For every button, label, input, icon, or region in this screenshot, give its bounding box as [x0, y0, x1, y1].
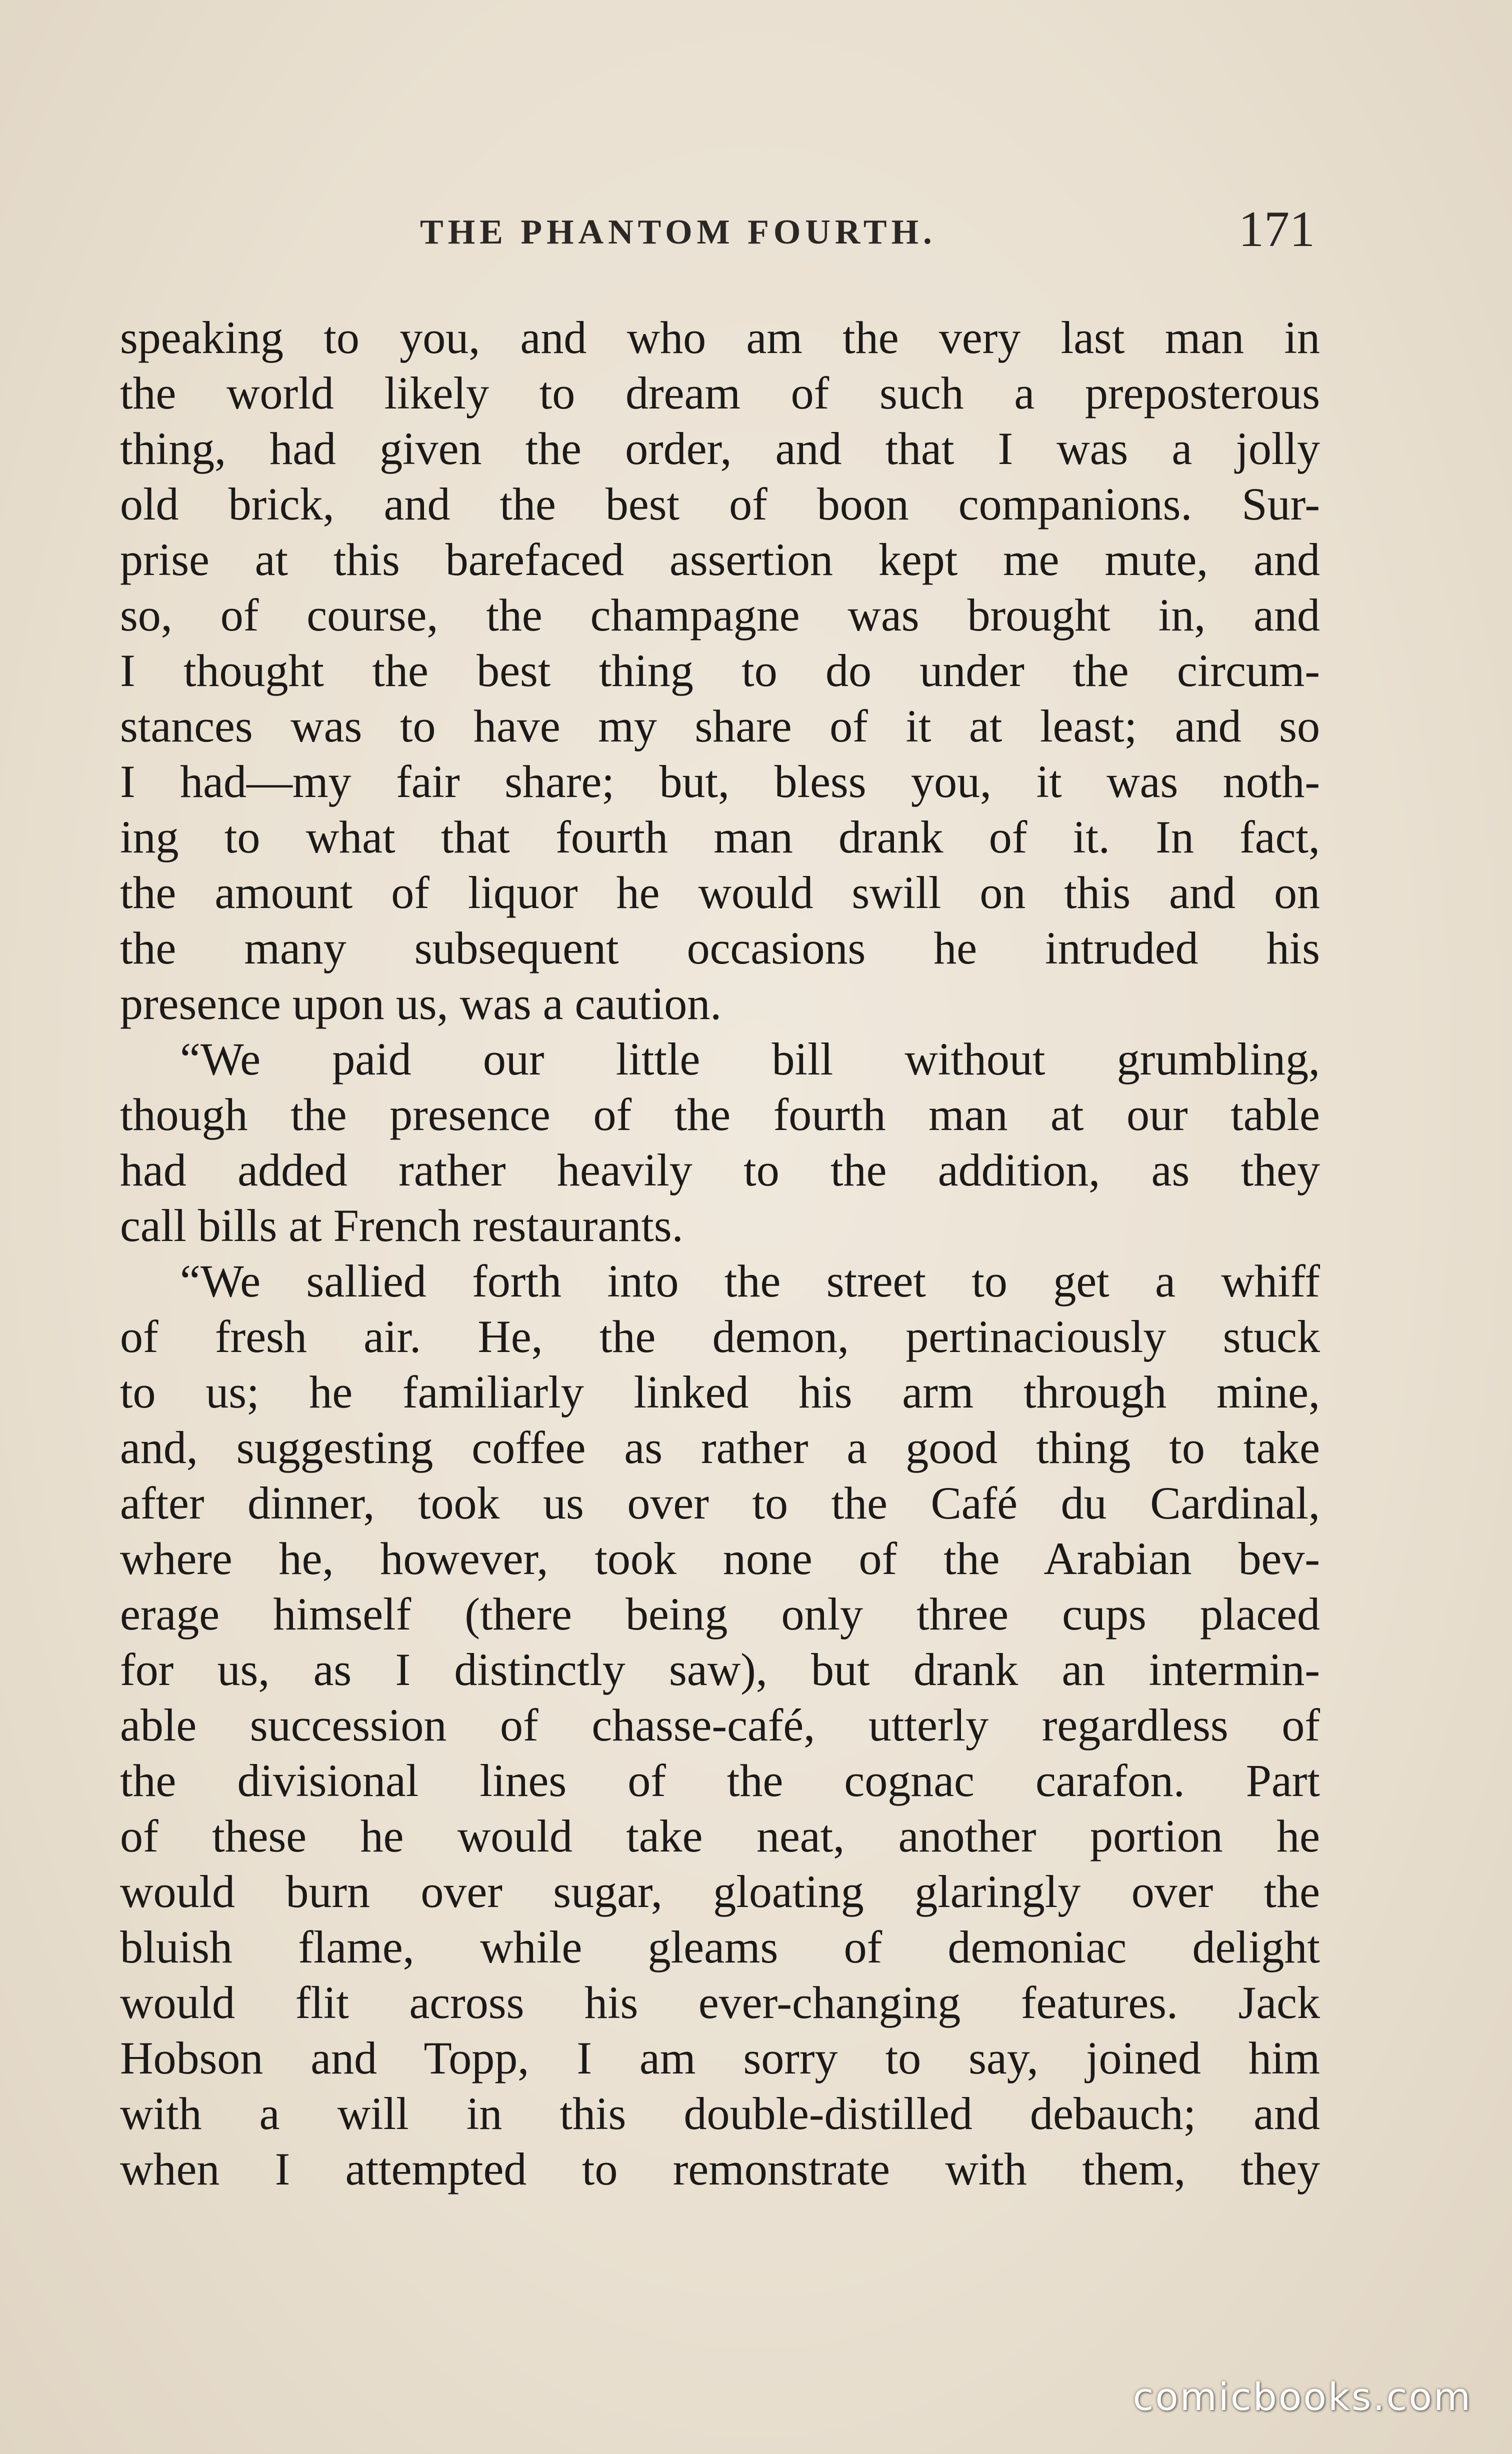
text-line: the amount of liquor he would swill on this and on	[120, 867, 1320, 918]
body-text	[120, 310, 1320, 2197]
text-line: able succession of chasse-café, utterly regardless of	[120, 1700, 1320, 1750]
text-line: would flit across his ever-changing features. Jack	[120, 1977, 1320, 2028]
text-line: presence upon us, was a caution.	[120, 978, 722, 1029]
text-line: the world likely to dream of such a preposterous	[120, 368, 1320, 418]
text-line: thing, had given the order, and that I was a jolly	[120, 423, 1320, 474]
text-line: the divisional lines of the cognac carafon. Part	[120, 1755, 1320, 1806]
text-line: old brick, and the best of boon companions. Sur-	[120, 478, 1320, 530]
text-line: where he, however, took none of the Arabian bev-	[120, 1533, 1320, 1584]
text-line: when I attempted to remonstrate with them, they	[120, 2144, 1320, 2194]
text-line: for us, as I distinctly saw), but drank an intermin-	[120, 1644, 1320, 1695]
text-line: erage himself (there being only three cups placed	[120, 1588, 1320, 1640]
text-line: the many subsequent occasions he intruded his	[120, 922, 1320, 974]
text-line: I had—my fair share; but, bless you, it was noth-	[120, 756, 1320, 807]
text-line: of fresh air. He, the demon, pertinaciously stuck	[120, 1311, 1320, 1362]
running-title: THE PHANTOM FOURTH.	[420, 213, 936, 252]
text-line: call bills at French restaurants.	[120, 1200, 684, 1251]
text-line: prise at this barefaced assertion kept me mute, and	[120, 534, 1320, 585]
text-line: I thought the best thing to do under the circum-	[120, 645, 1320, 696]
page-number: 171	[1238, 201, 1315, 258]
text-line: though the presence of the fourth man at our table	[120, 1089, 1320, 1140]
text-line: to us; he familiarly linked his arm through mine,	[120, 1366, 1320, 1418]
text-line: had added rather heavily to the addition, as they	[120, 1144, 1320, 1196]
text-line: Hobson and Topp, I am sorry to say, joined him	[120, 2032, 1320, 2084]
text-line: “We sallied forth into the street to get a whiff	[180, 1256, 1320, 1306]
text-line: after dinner, took us over to the Café du Cardinal,	[120, 1478, 1320, 1528]
page-header	[120, 198, 1315, 268]
text-line: stances was to have my share of it at least; and so	[120, 700, 1320, 752]
text-line: with a will in this double-distilled debauch; and	[120, 2088, 1320, 2139]
text-line: speaking to you, and who am the very last man in	[120, 312, 1320, 363]
text-line: would burn over sugar, gloating glaringly over the	[120, 1866, 1320, 1917]
watermark: comicbooks.com	[1132, 2374, 1472, 2419]
text-line: “We paid our little bill without grumbling,	[180, 1034, 1320, 1084]
text-line: ing to what that fourth man drank of it. In fact,	[120, 812, 1320, 862]
text-line: so, of course, the champagne was brought in, and	[120, 590, 1320, 640]
text-line: bluish flame, while gleams of demoniac delight	[120, 1922, 1320, 1972]
text-line: and, suggesting coffee as rather a good thing to take	[120, 1422, 1320, 1473]
text-line: of these he would take neat, another portion he	[120, 1810, 1320, 1862]
